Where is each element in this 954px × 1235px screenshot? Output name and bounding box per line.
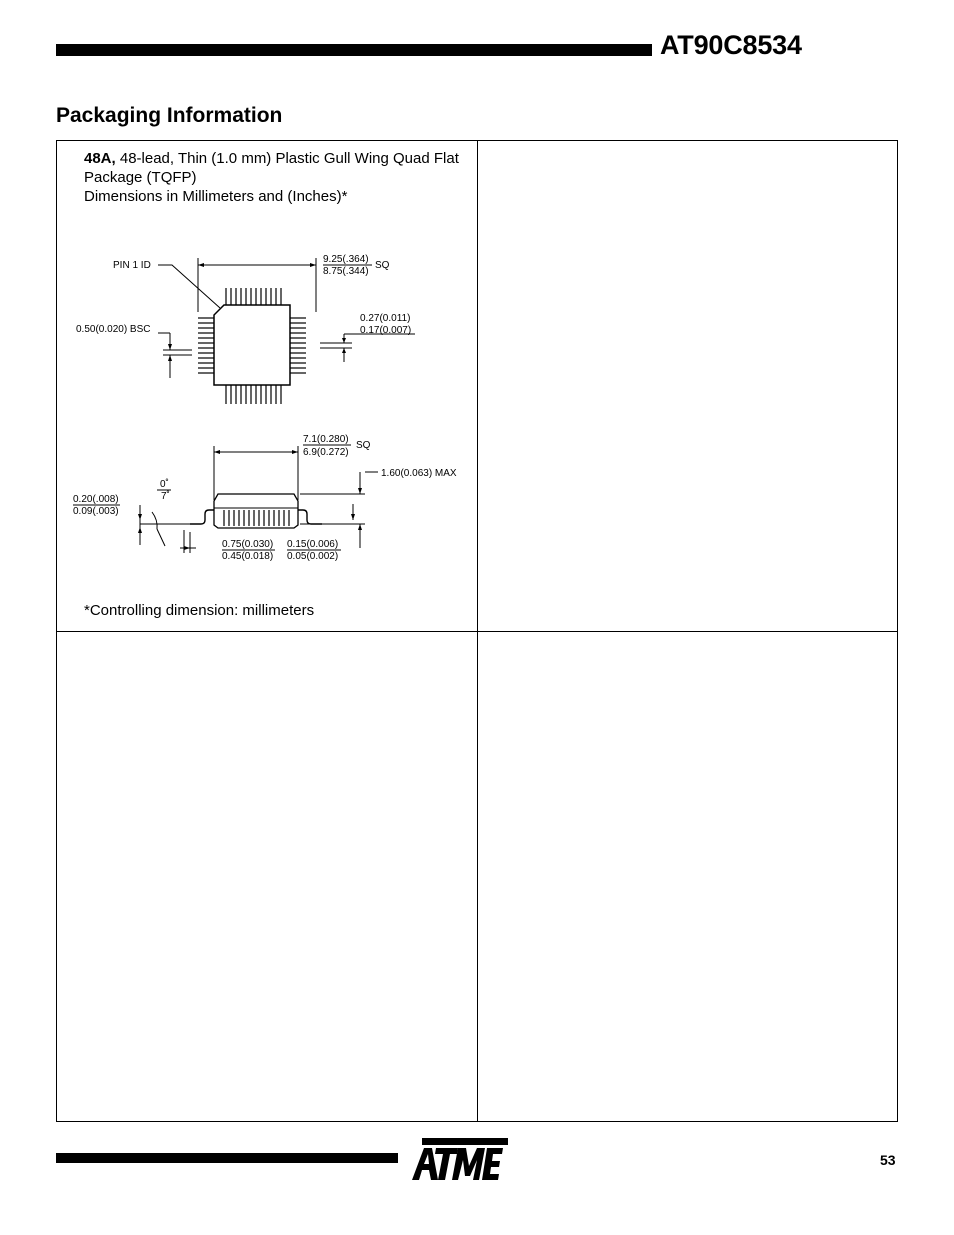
pitch-label: 0.50(0.020) BSC — [76, 324, 151, 335]
body-size-max: 9.25(.364) — [323, 254, 369, 265]
standoff-min: 0.05(0.002) — [287, 551, 339, 562]
package-title: 48-lead, Thin (1.0 mm) Plastic Gull Wing Quad Flat Package (TQFP) — [84, 150, 459, 186]
lead-thickness-min: 0.09(.003) — [73, 506, 119, 517]
foot-length-max: 0.75(0.030) — [222, 539, 274, 550]
side-view — [138, 446, 378, 553]
footer-rule — [56, 1153, 398, 1163]
dimension-labels — [73, 254, 457, 562]
atmel-logo — [410, 1136, 510, 1184]
height-label: 1.60(0.063) MAX — [381, 468, 457, 479]
grid-horizontal-divider — [57, 631, 897, 632]
body-sq-label: SQ — [375, 260, 390, 271]
page-number: 53 — [880, 1152, 896, 1168]
lead-thickness-max: 0.20(.008) — [73, 494, 119, 505]
foot-length-min: 0.45(0.018) — [222, 551, 274, 562]
controlling-dimension-note: *Controlling dimension: millimeters — [84, 602, 315, 619]
body-size-min: 8.75(.344) — [323, 266, 369, 277]
angle-max: 7˚ — [161, 491, 170, 502]
standoff-max: 0.15(0.006) — [287, 539, 339, 550]
document-title: AT90C8534 — [660, 30, 802, 60]
angle-min: 0˚ — [160, 479, 169, 490]
inner-size-min: 6.9(0.272) — [303, 447, 349, 458]
lead-width-min: 0.17(0.007) — [360, 325, 412, 336]
pin1-label: PIN 1 ID — [113, 260, 151, 271]
section-title: Packaging Information — [56, 104, 283, 127]
header-rule — [56, 44, 652, 56]
inner-sq-label: SQ — [356, 440, 371, 451]
inner-size-max: 7.1(0.280) — [303, 434, 349, 445]
package-code: 48A, — [84, 150, 116, 167]
lead-width-max: 0.27(0.011) — [360, 313, 411, 324]
package-description — [84, 149, 464, 206]
units-note: Dimensions in Millimeters and (Inches)* — [84, 188, 348, 205]
tqfp-package-drawing — [60, 240, 470, 580]
